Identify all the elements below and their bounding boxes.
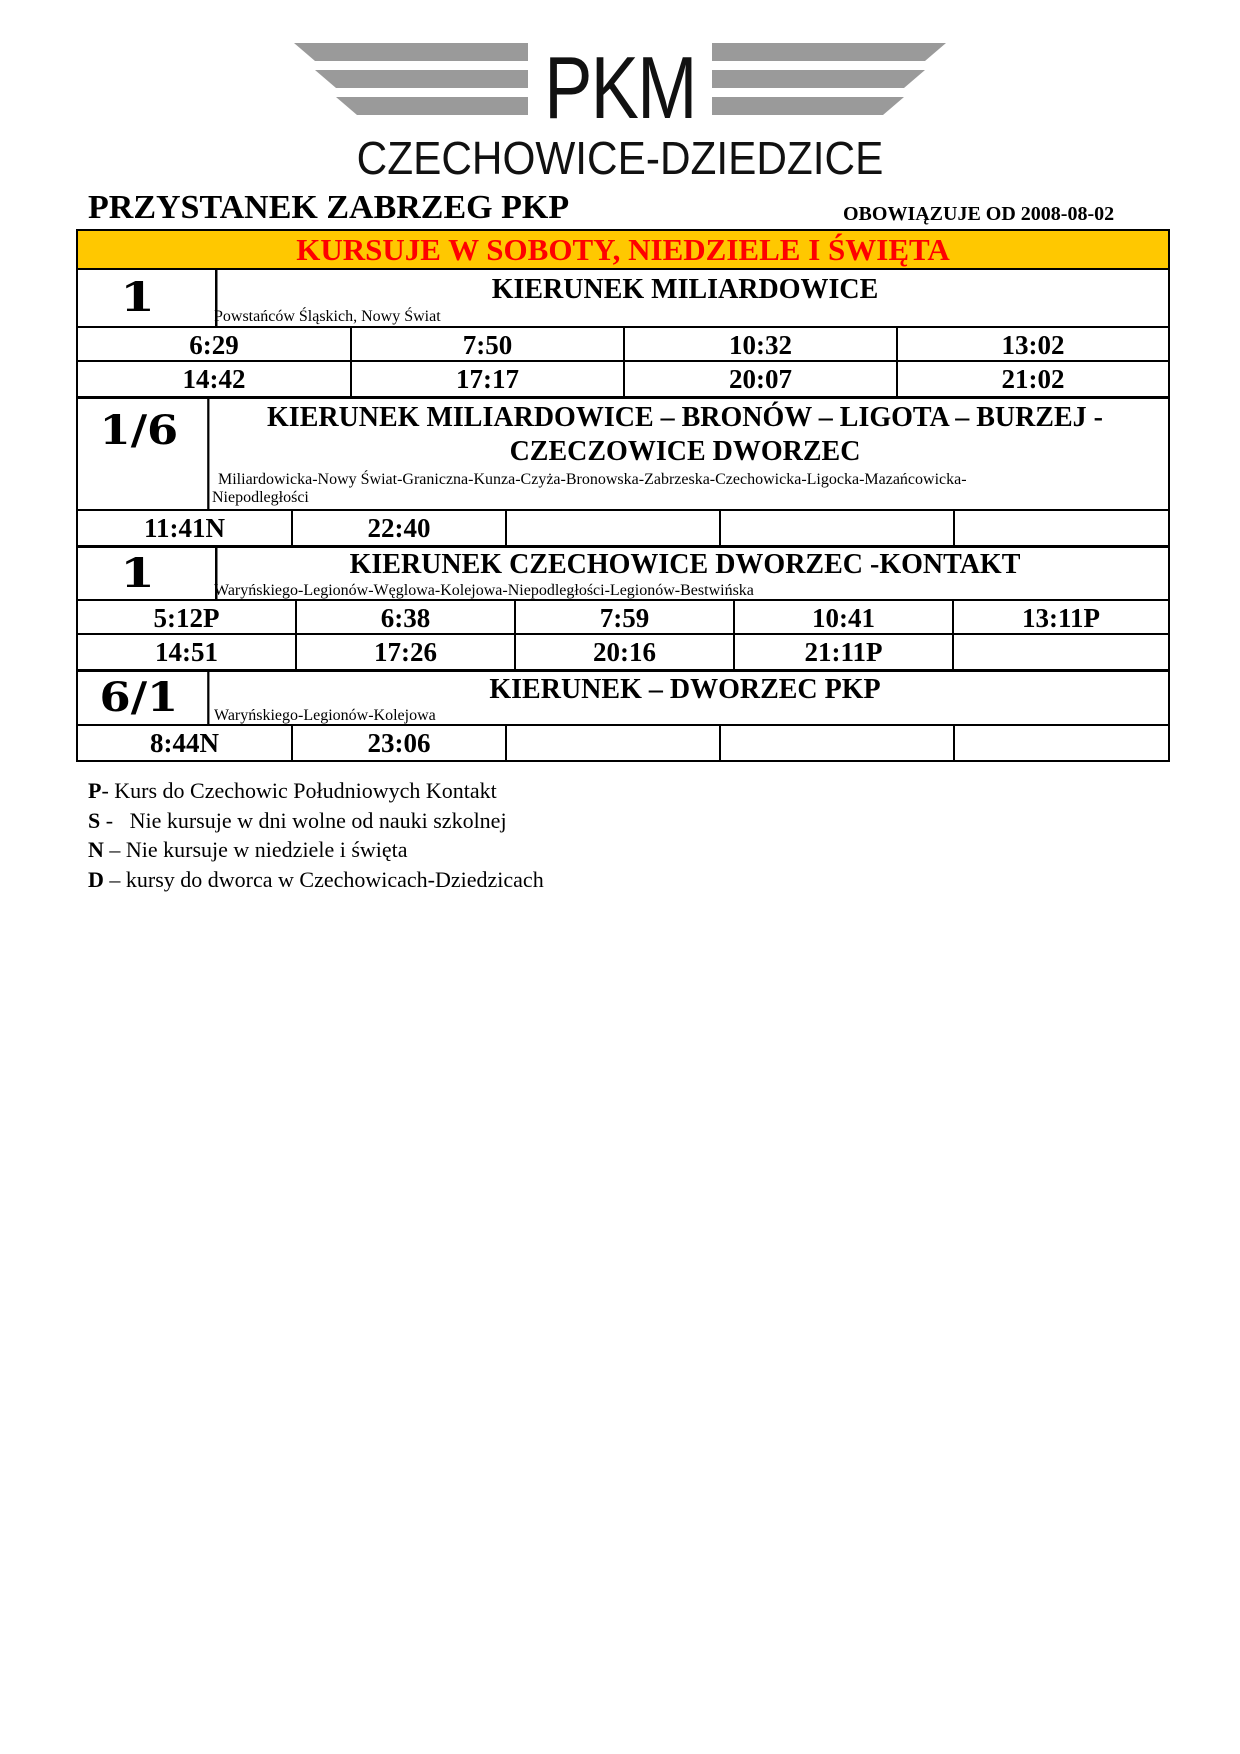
route-streets: Powstańców Śląskich, Nowy Świat (214, 308, 441, 325)
route-streets: Niepodległości (212, 489, 309, 506)
time-row (78, 635, 1168, 669)
legend-key: D (88, 866, 104, 892)
departure-time: 21:11P (735, 635, 954, 669)
legend-text: – kursy do dworca w Czechowicach-Dziedzicach (103, 866, 544, 892)
timetable (76, 229, 1170, 762)
time-row (78, 726, 1168, 760)
departure-time (721, 726, 955, 760)
time-row (78, 511, 1168, 545)
departure-time: 14:51 (78, 635, 297, 669)
departure-time: 6:38 (297, 601, 516, 633)
departure-time: 10:41 (735, 601, 954, 633)
departure-time (507, 726, 721, 760)
departure-time: 23:06 (293, 726, 507, 760)
route-block (78, 399, 1168, 548)
route-direction: KIERUNEK MILIARDOWICE (491, 274, 879, 305)
departure-time (955, 511, 1168, 545)
departure-time: 17:17 (352, 362, 625, 396)
time-row (78, 362, 1168, 396)
route-block (78, 672, 1168, 760)
time-row (78, 328, 1168, 362)
departure-time: 13:02 (1001, 330, 1065, 360)
departure-time: 20:16 (516, 635, 735, 669)
departure-time: 10:32 (625, 328, 898, 360)
route-number: 1 (63, 548, 218, 599)
legend-key: N (88, 837, 104, 862)
departure-time: 21:02 (1001, 364, 1065, 394)
legend (88, 776, 544, 894)
logo-city: CZECHOWICE-DZIEDZICE (356, 132, 884, 184)
valid-from-date: OBOWIĄZUJE OD 2008-08-02 (843, 203, 1115, 225)
legend-text: - Kurs do Czechowic Południowych Kontakt (101, 778, 497, 803)
route-direction: KIERUNEK MILIARDOWICE – BRONÓW – LIGOTA – BURZEJ - (267, 402, 1103, 433)
departure-time: 22:40 (293, 511, 507, 545)
route-block (78, 270, 1168, 399)
legend-item (88, 776, 544, 806)
legend-item (88, 865, 544, 895)
legend-text: – Nie kursuje w niedziele i święta (103, 837, 408, 862)
departure-time: 6:29 (78, 328, 352, 360)
route-number: 1/6 (71, 399, 210, 509)
legend-item (88, 806, 544, 836)
legend-text: - Nie kursuje w dni wolne od nauki szkolnej (100, 807, 507, 833)
departure-time (507, 511, 721, 545)
legend-item (88, 835, 544, 865)
legend-key: P (88, 778, 102, 803)
pkm-logo (0, 0, 1240, 190)
route-direction: KIERUNEK CZECHOWICE DWORZEC -KONTAKT (349, 549, 1021, 580)
departure-time: 7:50 (352, 328, 625, 360)
departure-time: 5:12P (78, 601, 297, 633)
departure-time: 13:11P (1022, 603, 1100, 633)
departure-time (721, 511, 955, 545)
service-days-banner: KURSUJE W SOBOTY, NIEDZIELE I ŚWIĘTA (78, 231, 1168, 270)
route-block (78, 548, 1168, 672)
departure-time: 8:44N (78, 726, 293, 760)
route-direction: KIERUNEK – DWORZEC PKP (489, 674, 881, 705)
route-direction: CZECZOWICE DWORZEC (509, 436, 861, 467)
departure-time (955, 726, 1168, 760)
legend-key: S (88, 807, 101, 833)
departure-time: 17:26 (297, 635, 516, 669)
route-streets: Miliardowicka-Nowy Świat-Graniczna-Kunza-Czyża-Bronowska-Zabrzeska-Czechowicka-Ligocka-Mazańcowicka- (218, 471, 967, 488)
route-streets: Waryńskiego-Legionów-Węglowa-Kolejowa-Niepodległości-Legionów-Bestwińska (214, 582, 754, 599)
route-streets: Waryńskiego-Legionów-Kolejowa (214, 707, 436, 724)
route-number: 6/1 (71, 672, 210, 724)
route-number: 1 (63, 270, 218, 326)
time-row (78, 601, 1168, 635)
departure-time: 11:41N (78, 511, 293, 545)
departure-time: 7:59 (516, 601, 735, 633)
logo-mark: PKM (544, 38, 696, 137)
departure-time: 20:07 (625, 362, 898, 396)
departure-time (954, 635, 1168, 669)
stop-name: PRZYSTANEK ZABRZEG PKP (88, 189, 570, 226)
departure-time: 14:42 (78, 362, 352, 396)
